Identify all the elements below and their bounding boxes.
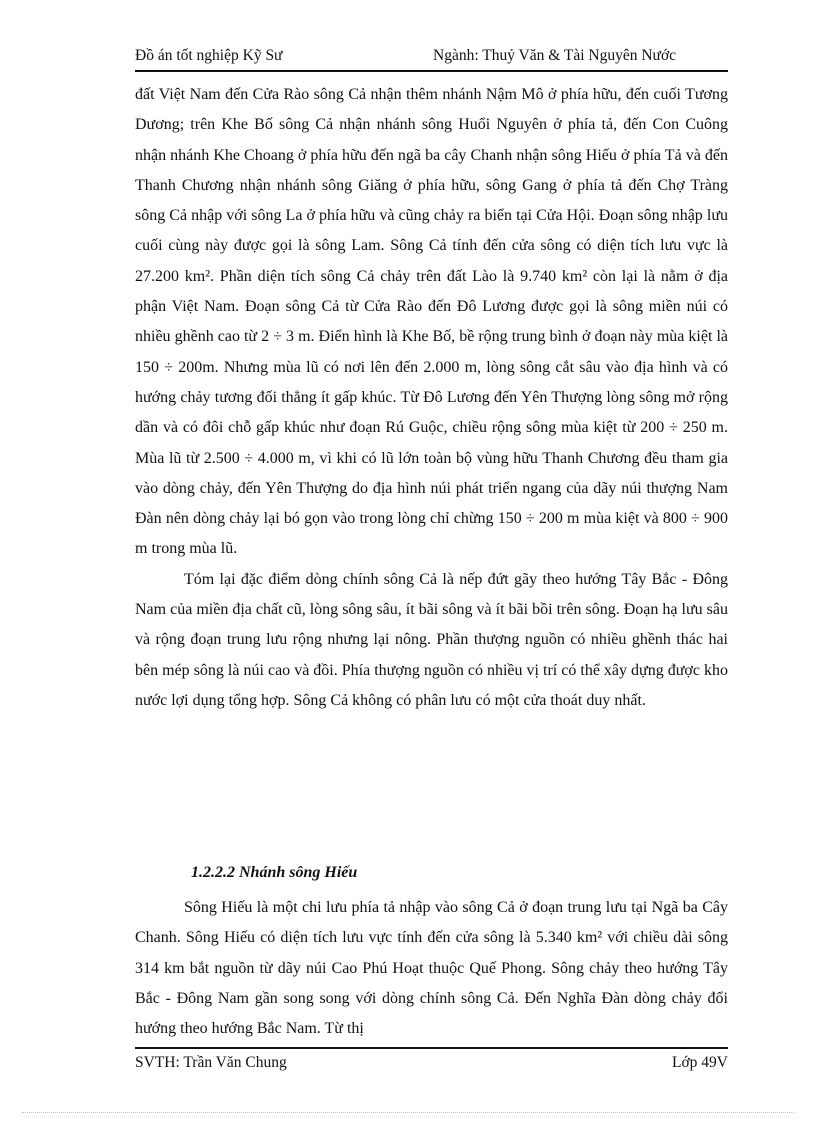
section-body <box>135 893 728 1044</box>
section-heading: 1.2.2.2 Nhánh sông Hiếu <box>191 864 358 881</box>
footer-class: Lớp 49V <box>672 1054 728 1071</box>
header-document-title: Đồ án tốt nghiệp Kỹ Sư <box>135 47 283 64</box>
main-body <box>135 80 728 716</box>
header-major: Ngành: Thuỷ Văn & Tài Nguyên Nước <box>433 47 677 64</box>
page-footer <box>135 1054 728 1078</box>
footer-student: SVTH: Trần Văn Chung <box>135 1054 287 1071</box>
page-header <box>135 47 728 71</box>
body-paragraph-2: Tóm lại đặc điểm dòng chính sông Cả là nếp đứt gãy theo hướng Tây Bắc - Đông Nam của miền địa chất cũ, lòng sông sâu, ít bãi sông và ít bãi bồi trên sông. Đoạn hạ lưu sâu và rộng đoạn trung lưu rộng nhưng lại nông. Phần thượng nguồn có nhiều ghềnh thác hai bên mép sông là núi cao và đồi. Phía thượng nguồn có nhiều vị trí có thể xây dựng được kho nước lợi dụng tổng hợp. Sông Cả không có phân lưu có một cửa thoát duy nhất. <box>135 570 728 709</box>
footer-rule <box>135 1047 728 1049</box>
header-rule <box>135 70 728 72</box>
section-paragraph: Sông Hiếu là một chi lưu phía tả nhập vào sông Cả ở đoạn trung lưu tại Ngã ba Cây Chanh. Sông Hiếu có diện tích lưu vực tính đến cửa sông là 5.340 km² với chiều dài sông 314 km bắt nguồn từ dãy núi Cao Phú Hoạt thuộc Quế Phong. Sông chảy theo hướng Tây Bắc - Đông Nam gần song song với dòng chính sông Cả. Đến Nghĩa Đàn dòng chảy đổi hướng theo hướng Bắc Nam. Từ thị <box>135 899 728 1038</box>
body-paragraph-1: đất Việt Nam đến Cửa Rào sông Cả nhận thêm nhánh Nậm Mô ở phía hữu, đến cuối Tương Dương; trên Khe Bố sông Cả nhận nhánh sông Huổi Nguyên ở phía tả, đến Con Cuông nhận nhánh Khe Choang ở phía hữu đến ngã ba cây Chanh nhận sông Hiếu ở phía Tả và đến Thanh Chương nhận nhánh sông Giăng ở phía hữu, sông Gang ở phía tả đến Chợ Tràng sông Cả nhập với sông La ở phía hữu và cũng chảy ra biển tại Cửa Hội. Đoạn sông nhập lưu cuối cùng này được gọi là sông Lam. Sông Cả tính đến cửa sông có diện tích lưu vực là 27.200 km². Phần diện tích sông Cả chảy trên đất Lào là 9.740 km² còn lại là nằm ở địa phận Việt Nam. Đoạn sông Cả từ Cửa Rào đến Đô Lương được gọi là sông miền núi có nhiều ghềnh cao từ 2 ÷ 3 m. Điển hình là Khe Bố, bề rộng trung bình ở đoạn này mùa kiệt là 150 ÷ 200m. Nhưng mùa lũ có nơi lên đến 2.000 m, lòng sông cắt sâu vào địa hình và có hướng chảy tương đối thẳng ít gấp khúc. Từ Đô Lương đến Yên Thượng lòng sông mở rộng dần và có đôi chỗ gấp khúc như đoạn Rú Guộc, chiều rộng sông mùa kiệt từ 200 ÷ 250 m. Mùa lũ từ 2.500 ÷ 4.000 m, vì khi có lũ lớn toàn bộ vùng hữu Thanh Chương đều tham gia vào dòng chảy, đến Yên Thượng do địa hình núi phát triển ngang của dãy núi thượng Nam Đàn nên dòng chảy lại bó gọn vào trong lòng chỉ chừng 150 ÷ 200 m mùa kiệt và 800 ÷ 900 m trong mùa lũ. <box>135 86 728 558</box>
page-edge-divider <box>22 1112 794 1113</box>
